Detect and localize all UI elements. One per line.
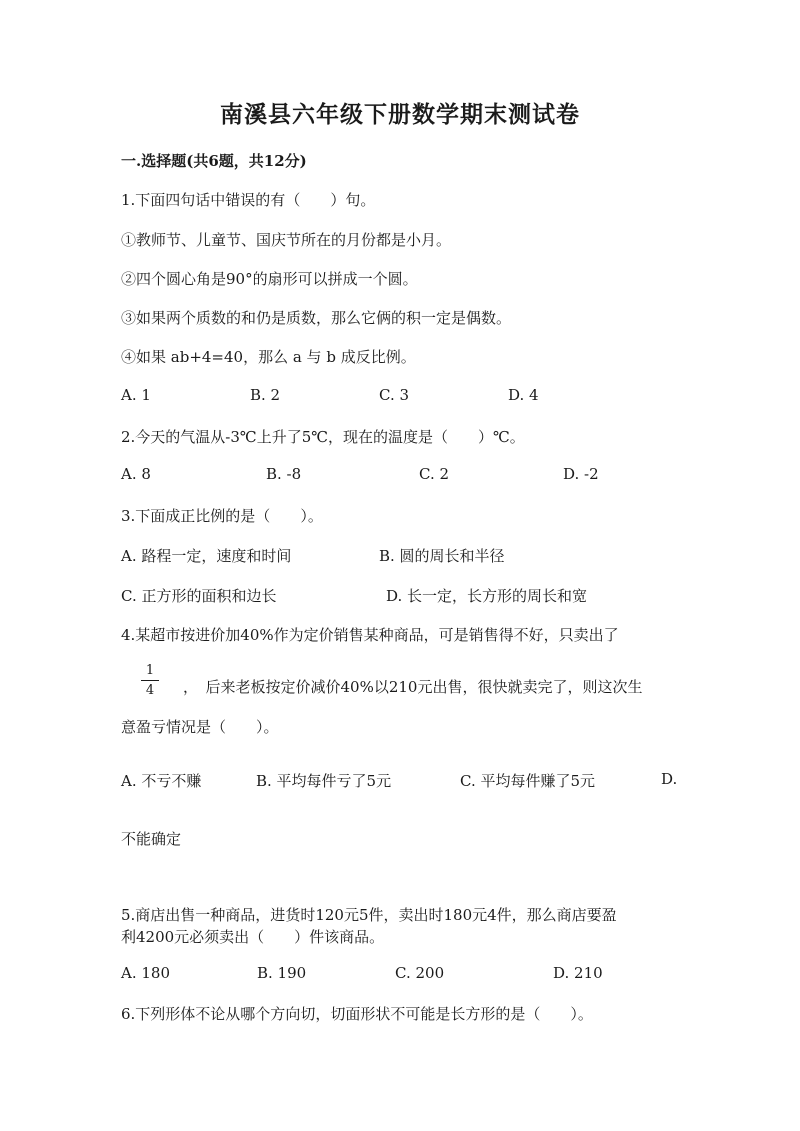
question-2-stem: 2.今天的气温从-3℃上升了5℃，现在的温度是（ ）℃。 bbox=[121, 428, 525, 446]
question-2-option-a: A. 8 bbox=[121, 465, 151, 483]
question-1-statement-3: ③如果两个质数的和仍是质数，那么它俩的积一定是偶数。 bbox=[121, 309, 512, 327]
question-3-option-c: C. 正方形的面积和边长 bbox=[121, 587, 277, 605]
page-title: 南溪县六年级下册数学期末测试卷 bbox=[220, 101, 580, 128]
question-4-option-d: D. bbox=[661, 770, 678, 788]
question-5-stem-line-2: 利4200元必须卖出（ ）件该商品。 bbox=[121, 928, 385, 946]
question-5-option-b: B. 190 bbox=[257, 964, 307, 982]
question-1-option-c: C. 3 bbox=[379, 386, 410, 404]
question-2-option-d: D. -2 bbox=[563, 465, 599, 483]
question-3-stem: 3.下面成正比例的是（ ）。 bbox=[121, 507, 323, 525]
question-1-statement-1: ①教师节、儿童节、国庆节所在的月份都是小月。 bbox=[121, 231, 452, 249]
question-2-option-b: B. -8 bbox=[266, 465, 302, 483]
question-5-option-c: C. 200 bbox=[395, 964, 445, 982]
question-1-statement-2: ②四个圆心角是90°的扇形可以拼成一个圆。 bbox=[121, 270, 418, 288]
question-5-stem-line-1: 5.商店出售一种商品，进货时120元5件，卖出时180元4件，那么商店要盈 bbox=[121, 906, 617, 924]
question-5-option-d: D. 210 bbox=[553, 964, 603, 982]
question-1-option-b: B. 2 bbox=[250, 386, 281, 404]
question-6-stem: 6.下列形体不论从哪个方向切，切面形状不可能是长方形的是（ ）。 bbox=[121, 1005, 593, 1023]
question-1-statement-4: ④如果 ab+4=40，那么 a 与 b 成反比例。 bbox=[121, 348, 416, 366]
question-3-option-a: A. 路程一定，速度和时间 bbox=[121, 547, 292, 565]
fraction-numerator: 1 bbox=[145, 663, 155, 678]
question-4-stem-line-2: ， 后来老板按定价减价40%以210元出售，很快就卖完了，则这次生 bbox=[183, 678, 643, 696]
question-4-option-a: A. 不亏不赚 bbox=[121, 772, 202, 790]
question-1-option-a: A. 1 bbox=[121, 386, 151, 404]
question-4-option-b: B. 平均每件亏了5元 bbox=[256, 772, 392, 790]
question-4-option-c: C. 平均每件赚了5元 bbox=[460, 772, 596, 790]
question-2-option-c: C. 2 bbox=[419, 465, 450, 483]
fraction-denominator: 4 bbox=[145, 683, 155, 698]
question-5-option-a: A. 180 bbox=[121, 964, 170, 982]
question-4-option-d-text: 不能确定 bbox=[121, 830, 182, 848]
fraction-one-quarter bbox=[141, 663, 159, 699]
question-1-stem: 1.下面四句话中错误的有（ ）句。 bbox=[121, 191, 376, 209]
question-3-option-d: D. 长一定，长方形的周长和宽 bbox=[386, 587, 588, 605]
question-1-option-d: D. 4 bbox=[508, 386, 539, 404]
question-4-stem-line-1: 4.某超市按进价加40%作为定价销售某种商品，可是销售得不好，只卖出了 bbox=[121, 626, 619, 644]
section-heading: 一.选择题(共6题，共12分) bbox=[121, 152, 307, 170]
question-3-option-b: B. 圆的周长和半径 bbox=[379, 547, 505, 565]
question-4-stem-line-3: 意盈亏情况是（ ）。 bbox=[121, 718, 279, 736]
fraction-bar bbox=[141, 680, 159, 681]
